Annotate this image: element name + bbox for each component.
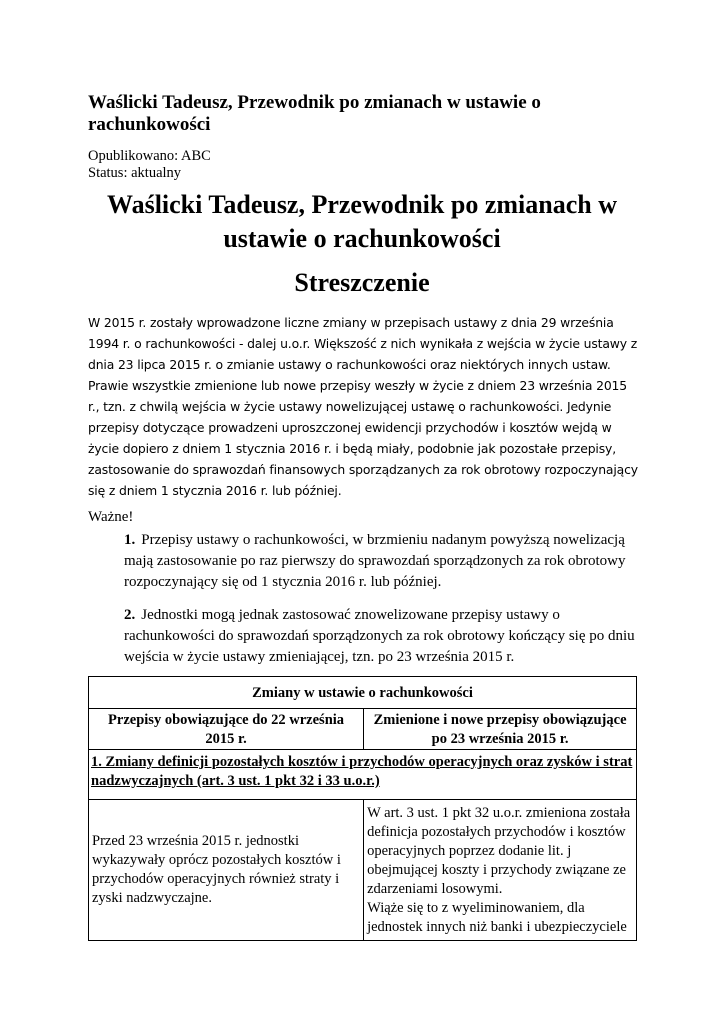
summary-paragraph: W 2015 r. zostały wprowadzone liczne zmiany w przepisach ustawy z dnia 29 września 1994 r. o rachunkowości - dalej u.o.r. Większość z nich wynikała z wejścia w życie ustawy z dnia 23 lipca 2015 r. o zmianie ustawy o rachunkowości oraz niektórych innych ustaw. Prawie wszystkie zmienione lub nowe przepisy weszły w życie z dniem 23 września 2015 r., tzn. z chwilą wejścia w życie ustawy nowelizującej ustawę o rachunkowości. Jedynie przepisy dotyczące prowadzeni uproszczonej ewidencji przychodów i kosztów wejdą w życie dopiero z dniem 1 stycznia 2016 r. i będą miały, podobnie jak pozostałe przepisy, zastosowanie do sprawozdań finansowych sporządzanych za rok obrotowy rozpoczynający się z dniem 1 stycznia 2016 r. lub później.: [88, 315, 638, 498]
table-cell-new-rules: [364, 800, 637, 941]
document-meta: [88, 148, 488, 182]
document-header-title: Waślicki Tadeusz, Przewodnik po zmianach w ustawie o rachunkowości: [88, 92, 541, 135]
published-info: Opublikowano: ABC: [88, 148, 211, 164]
section-title: Streszczenie: [294, 268, 430, 297]
important-item-2: [124, 605, 639, 668]
table-section-heading: [89, 750, 637, 800]
table-cell-old-rules: Przed 23 września 2015 r. jednostki wykazywały oprócz pozostałych kosztów i przychodów operacyjnych również straty i zyski nadzwyczajne.: [89, 800, 364, 941]
important-item-1: [124, 530, 639, 593]
important-item-text: Przepisy ustawy o rachunkowości, w brzmieniu nadanym powyższą nowelizacją mają zastosowanie po raz pierwszy do sprawozdań sporządzonych za rok obrotowy rozpoczynający się od 1 stycznia 2016 r. lub później.: [124, 532, 626, 590]
important-item-number: 2.: [124, 607, 136, 623]
table-section-text: 1. Zmiany definicji pozostałych kosztów i przychodów operacyjnych oraz zysków i strat nadzwyczajnych (art. 3 ust. 1 pkt 32 i 33 u.o.r.): [91, 754, 633, 789]
new-rules-paragraph-2: Wiąże się to z wyeliminowaniem, dla jednostek innych niż banki i ubezpieczyciele: [367, 900, 627, 935]
table-row: [89, 800, 637, 941]
new-rules-paragraph-1: W art. 3 ust. 1 pkt 32 u.o.r. zmieniona została definicja pozostałych przychodów i kosztów operacyjnych poprzez dodanie lit. j obejmującej koszty i przychody związane ze zdarzeniami losowymi.: [367, 805, 631, 897]
table-header-row: [89, 709, 637, 750]
main-title: Waślicki Tadeusz, Przewodnik po zmianach w ustawie o rachunkowości: [107, 190, 617, 253]
important-label: Ważne!: [88, 509, 134, 525]
changes-table: [88, 676, 637, 941]
status-info: Status: aktualny: [88, 165, 182, 181]
important-item-text: Jednostki mogą jednak zastosować znowelizowane przepisy ustawy o rachunkowości do sprawozdań sporządzonych za rok obrotowy kończący się po dniu wejścia w życie ustawy zmieniającej, tzn. po 23 września 2015 r.: [124, 607, 635, 665]
table-caption-row: [89, 677, 637, 709]
important-item-number: 1.: [124, 532, 136, 548]
table-header-right: Zmienione i nowe przepisy obowiązujące po 23 września 2015 r.: [364, 709, 637, 750]
table-header-left: Przepisy obowiązujące do 22 września 2015 r.: [89, 709, 364, 750]
table-section-row: [89, 750, 637, 800]
table-caption: Zmiany w ustawie o rachunkowości: [89, 677, 637, 709]
